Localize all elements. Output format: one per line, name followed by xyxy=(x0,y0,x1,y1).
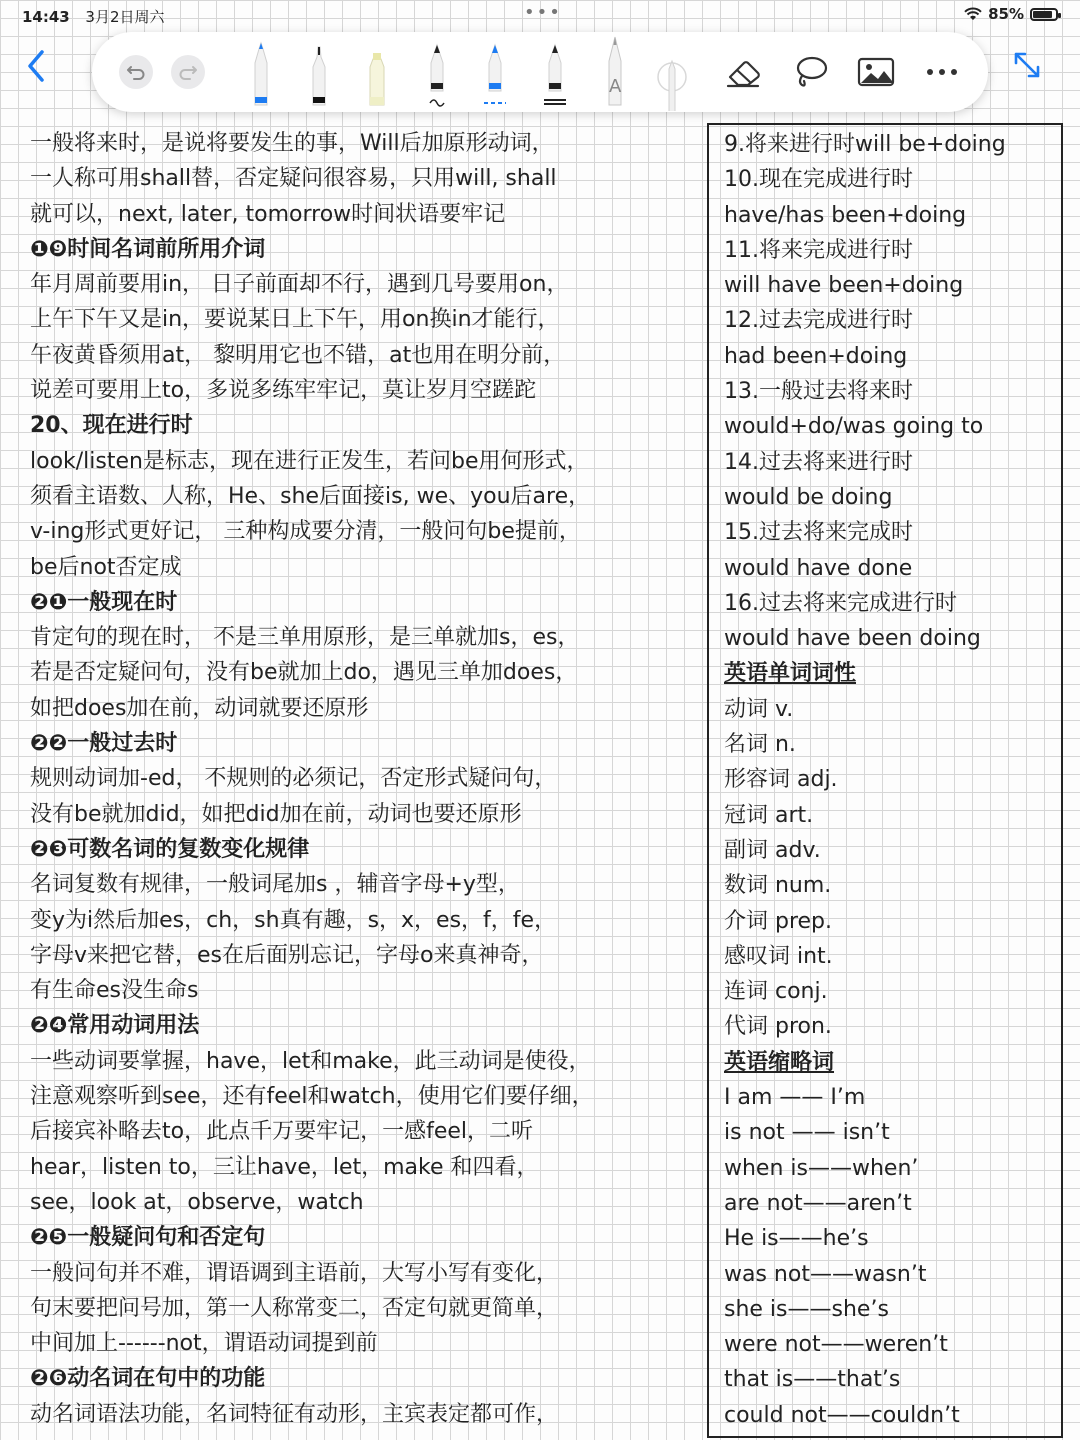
note-line: 15.过去将来完成时 xyxy=(724,520,913,546)
pencil-tool[interactable] xyxy=(598,32,632,112)
note-line: 没有be就加did，如把did加在前，动词也要还原形 xyxy=(30,801,522,827)
note-line: 规则动词加-ed， 不规则的必须记，否定形式疑问句， xyxy=(30,766,557,792)
image-icon xyxy=(856,56,896,88)
note-line: 午夜黄昏须用at， 黎明用它也不错，at也用在明分前， xyxy=(30,342,566,368)
note-line: would+do/was going to xyxy=(724,414,984,440)
note-line: had been+doing xyxy=(724,343,908,369)
section-heading: ❶❾时间名词前所用介词 xyxy=(30,236,266,262)
note-line: 中间加上------not，谓语动词提到前 xyxy=(30,1331,378,1357)
pencil-icon xyxy=(598,33,632,111)
redo-button[interactable] xyxy=(170,32,206,112)
note-line: He is——he’s xyxy=(724,1226,869,1252)
section-heading: ❷❸可数名词的复数变化规律 xyxy=(30,836,310,862)
note-line: 11.将来完成进行时 xyxy=(724,237,913,263)
note-line: look/listen是标志，现在进行正发生，若问be用何形式， xyxy=(30,448,589,474)
section-heading: ❷❺一般疑问句和否定句 xyxy=(30,1225,266,1251)
note-line: 变y为i然后加es，ch，sh真有趣，s，x，es，f，fe， xyxy=(30,907,557,933)
section-heading: ❷❹常用动词用法 xyxy=(30,1013,200,1039)
note-line: 形容词 adj. xyxy=(724,767,838,793)
section-heading: ❷❻动名词在句中的功能 xyxy=(30,1366,266,1392)
redo-icon xyxy=(171,55,205,89)
note-line: 说差可要用上to，多说多练牢牢记，莫让岁月空蹉跎 xyxy=(30,378,537,404)
note-line: 连词 conj. xyxy=(724,979,828,1005)
pen-tool[interactable] xyxy=(244,32,278,112)
note-line: 就可以，next, later, tomorrow时间状语要牢记 xyxy=(30,201,506,227)
eraser-icon xyxy=(724,55,764,89)
brush-icon xyxy=(420,33,454,111)
note-line: hear，listen to，三让have，let，make 和四看， xyxy=(30,1154,539,1180)
notes-right-column xyxy=(724,127,1054,1433)
note-line: 若是否定疑问句，没有be就加上do，遇见三单加does， xyxy=(30,660,578,686)
dashed-pen-tool[interactable] xyxy=(478,32,512,112)
note-line: would have been doing xyxy=(724,626,981,652)
section-heading: 英语缩略词 xyxy=(724,1049,835,1075)
note-line: 9.将来进行时will be+doing xyxy=(724,132,1006,157)
undo-icon xyxy=(119,55,153,89)
note-line: she is——she’s xyxy=(724,1296,889,1322)
note-line: 上午下午又是in，要说某日上下午，用on换in才能行， xyxy=(30,307,560,333)
note-line: will have been+doing xyxy=(724,273,964,299)
note-line: 名词复数有规律，一般词尾加s ，辅音字母+y型， xyxy=(30,872,520,898)
note-line: was not——wasn’t xyxy=(724,1261,927,1287)
back-icon[interactable] xyxy=(22,48,52,84)
insert-image-button[interactable] xyxy=(854,32,898,112)
note-line: that is——that’s xyxy=(724,1367,901,1393)
lasso-icon xyxy=(790,54,830,90)
note-line: 16.过去将来完成进行时 xyxy=(724,590,957,616)
note-line: 14.过去将来进行时 xyxy=(724,449,913,475)
dashed-pen-icon xyxy=(478,33,512,111)
notes-left-column xyxy=(30,126,690,1432)
note-line: are not——aren’t xyxy=(724,1190,912,1216)
note-line: 代词 pron. xyxy=(724,1014,832,1040)
note-line: 冠词 art. xyxy=(724,802,814,828)
note-line: were not——weren’t xyxy=(724,1332,948,1358)
note-line: 肯定句的现在时， 不是三单用原形，是三单就加s，es， xyxy=(30,625,580,651)
expand-icon[interactable] xyxy=(1010,48,1044,82)
note-line: 须看主语数、人称，He、she后面接is, we、you后are， xyxy=(30,483,591,509)
status-time: 14:43 3月2日周六 xyxy=(22,8,165,26)
eraser-tool[interactable] xyxy=(722,32,766,112)
note-line: 句末要把问号加，第一人称常变二，否定句就更简单， xyxy=(30,1295,559,1321)
note-line: be后not否定成 xyxy=(30,554,182,580)
note-line: 字母v来把它替，es在后面别忘记，字母o来真神奇， xyxy=(30,942,544,968)
note-line: 13.一般过去将来时 xyxy=(724,379,913,405)
note-line: 12.过去完成进行时 xyxy=(724,308,913,334)
note-line: would be doing xyxy=(724,484,893,510)
more-button[interactable] xyxy=(920,32,964,112)
note-line: could not——couldn’t xyxy=(724,1402,960,1428)
marker-icon xyxy=(538,33,572,111)
note-line: 副词 adv. xyxy=(724,837,821,863)
note-line: would have done xyxy=(724,555,913,581)
note-line: 有生命es没生命s xyxy=(30,978,199,1004)
pencil-letter: A xyxy=(609,76,622,97)
section-heading: 英语单词词性 xyxy=(724,661,857,687)
drawing-toolbar xyxy=(92,32,988,112)
note-line: 后接宾补略去to，此点千万要牢记，一感feel，二听 xyxy=(30,1119,534,1145)
note-line: when is——when’ xyxy=(724,1155,919,1181)
status-bar xyxy=(0,0,1080,30)
laser-pointer-icon xyxy=(652,33,692,111)
more-icon xyxy=(925,67,959,77)
undo-button[interactable] xyxy=(118,32,154,112)
laser-pointer-tool[interactable] xyxy=(652,32,692,112)
status-right xyxy=(964,5,1058,23)
note-line: 一般将来时，是说将要发生的事，Will后加原形动词， xyxy=(30,131,554,156)
fineliner-icon xyxy=(302,33,336,111)
highlighter-icon xyxy=(360,33,394,111)
note-line: 名词 n. xyxy=(724,732,796,758)
note-line: v-ing形式更好记， 三种构成要分清，一般问句be提前， xyxy=(30,519,581,545)
note-line: 一般问句并不难，谓语调到主语前，大写小写有变化， xyxy=(30,1260,559,1286)
note-line: see，look at，observe，watch xyxy=(30,1189,364,1215)
battery-percent: 85% xyxy=(988,5,1024,23)
note-line: 感叹词 int. xyxy=(724,943,833,969)
highlighter-tool[interactable] xyxy=(360,32,394,112)
note-line: 年月周前要用in， 日子前面却不行，遇到几号要用on， xyxy=(30,272,569,298)
brush-tool[interactable] xyxy=(420,32,454,112)
pen-icon xyxy=(244,33,278,111)
note-line: 注意观察听到see，还有feel和watch，使用它们要仔细， xyxy=(30,1084,594,1110)
marker-tool[interactable] xyxy=(538,32,572,112)
note-line: 如把does加在前，动词就要还原形 xyxy=(30,695,369,721)
note-line: 10.现在完成进行时 xyxy=(724,167,913,193)
note-line: I am —— I’m xyxy=(724,1085,866,1111)
note-line: 数词 num. xyxy=(724,873,832,899)
section-heading: ❷❷一般过去时 xyxy=(30,731,178,757)
fineliner-tool[interactable] xyxy=(302,32,336,112)
section-heading: 20、现在进行时 xyxy=(30,413,193,439)
lasso-tool[interactable] xyxy=(788,32,832,112)
battery-icon xyxy=(1030,8,1058,21)
note-line: 一些动词要掌握，have，let和make，此三动词是使役， xyxy=(30,1048,591,1074)
note-line: 介词 prep. xyxy=(724,908,833,934)
note-line: is not —— isn’t xyxy=(724,1120,890,1146)
note-line: 一人称可用shall替，否定疑问很容易，只用will, shall xyxy=(30,166,557,192)
note-line: have/has been+doing xyxy=(724,202,967,228)
section-heading: ❷❶一般现在时 xyxy=(30,589,178,615)
note-line: 动名词语法功能，名词特征有动形，主宾表定都可作， xyxy=(30,1401,559,1427)
wifi-icon xyxy=(964,7,982,21)
multitask-dots-icon[interactable]: ••• xyxy=(524,2,562,23)
note-line: 动词 v. xyxy=(724,696,794,722)
